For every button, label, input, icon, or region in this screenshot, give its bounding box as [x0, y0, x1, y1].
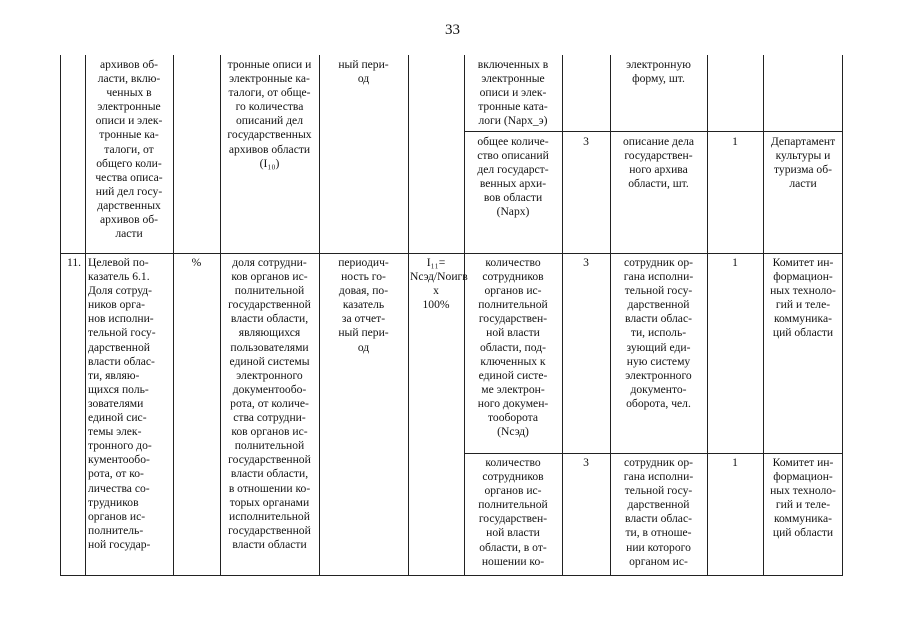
column-divider [610, 55, 611, 575]
indicator-table [60, 55, 843, 576]
collection-method-cell: 3 [583, 456, 589, 469]
row-divider [464, 131, 842, 132]
basic-indicator-cell: количество сотрудников органов ис- полнительной государствен- ной власти области, в от- ношении ко- [478, 456, 548, 568]
responsible-cell: Комитет ин- формацион- ных техноло- гий и теле- коммуника- ций области [770, 256, 836, 340]
column-divider [220, 55, 221, 575]
column-divider [319, 55, 320, 575]
collection-method-cell: 3 [583, 256, 589, 269]
row-divider [61, 253, 842, 254]
responsible-code-cell: 1 [732, 256, 738, 269]
column-divider [763, 55, 764, 575]
periodicity-cell: периодич- ность го- довая, по- казатель за отчет- ный пери- од [338, 256, 389, 354]
column-divider [173, 55, 174, 575]
indicator-name-cell: архивов об- ласти, вклю- ченных в электронные описи и элек- тронные ка- талоги, от общего коли- чества описа- ний дел госу- дарственных архивов об- ласти [95, 58, 163, 241]
responsible-cell: Комитет ин- формацион- ных техноло- гий и теле- коммуника- ций области [770, 456, 836, 540]
definition-cell: тронные описи и электронные ка- талоги, от обще- го количества описаний дел государственных архивов области (I₁₀) [227, 58, 312, 170]
column-divider [562, 55, 563, 575]
basic-indicator-cell: количество сотрудников органов ис- полнительной государствен- ной власти области, под- ключенных к единой систе- ме электрон- ного докумен- тооборота (Nсэд) [477, 256, 549, 439]
basic-indicator-cell: включенных в электронные описи и элек- тронные ката- логи (Nарх_э) [477, 58, 549, 128]
unit-cell: описание дела государствен- ного архива области, шт. [622, 135, 695, 191]
column-divider [464, 55, 465, 575]
column-divider [707, 55, 708, 575]
row-divider [464, 453, 842, 454]
responsible-cell: Департамент культуры и туризма об- ласти [770, 135, 836, 191]
column-divider [408, 55, 409, 575]
collection-method-cell: 3 [583, 135, 589, 148]
definition-cell: доля сотрудни- ков органов ис- полнительной государственной власти области, являющихся пользователями единой системы электронного документообо- рота, от количе- ства сотрудни- ков органов ис- полнительной государственной власти области, в отношении ко- торых органами исполнительной государственной власти области [228, 256, 311, 551]
responsible-code-cell: 1 [732, 456, 738, 469]
responsible-code-cell: 1 [732, 135, 738, 148]
unit-cell: % [191, 256, 202, 269]
basic-indicator-cell: общее количе- ство описаний дел государст- венных архи- вов области (Nарх) [477, 135, 549, 219]
unit-cell: сотрудник ор- гана исполни- тельной госу- дарственной власти облас- ти, исполь- зующий еди- ную систему электронного документо- оборота, чел. [623, 256, 694, 410]
formula-cell: I₁₁= Nсэд/Nоигв x 100% [410, 256, 468, 312]
indicator-name-cell: Целевой по- казатель 6.1. Доля сотруд- ников орга- нов исполни- тельной госу- дарственной власти облас- ти, являю- щихся поль- зователями единой сис- темы элек- тронного до- кументообо- рота, от ко- личества со- трудников органов ис- полнитель- ной государ- [88, 256, 156, 551]
unit-cell: сотрудник ор- гана исполни- тельной госу- дарственной власти облас- ти, в отноше- нии которого органом ис- [623, 456, 694, 568]
row-number-cell: 11. [66, 256, 82, 269]
periodicity-cell: ный пери- од [338, 58, 389, 86]
column-divider [85, 55, 86, 575]
page-number: 33 [445, 22, 460, 38]
unit-cell: электронную форму, шт. [626, 58, 691, 86]
